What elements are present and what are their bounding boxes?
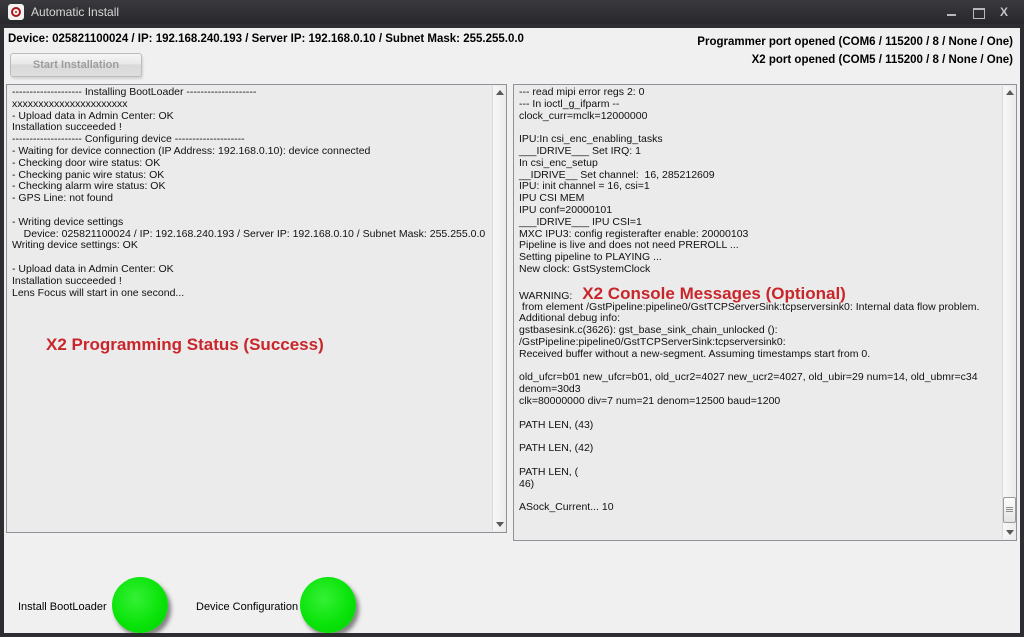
device-info-text: Device: 025821100024 / IP: 192.168.240.193 / Server IP: 192.168.0.10 / Subnet Mask: 255.255.0.0: [8, 33, 524, 45]
log-line: IPU CSI MEM: [519, 192, 585, 205]
programming-status-annotation: X2 Programming Status (Success): [46, 335, 324, 355]
warning-line: [519, 283, 1002, 303]
window-title: Automatic Install: [31, 5, 120, 19]
programmer-port-status: Programmer port opened (COM6 / 115200 / 8 / None / One): [697, 36, 1013, 48]
console-messages-annotation: X2 Console Messages (Optional): [582, 283, 846, 303]
log-line: In csi_enc_setup: [519, 156, 598, 169]
log-line: - Writing device settings: [12, 215, 124, 228]
log-line: - Checking door wire status: OK: [12, 156, 161, 169]
log-line: -------------------- Installing BootLoader --------------------: [12, 86, 257, 98]
log-line: [519, 408, 1002, 420]
client-area: [4, 28, 1020, 633]
log-line: clock_curr=mclk=12000000: [519, 109, 648, 122]
log-lines: [12, 87, 492, 299]
log-line: [12, 205, 492, 217]
log-line: Installation succeeded !: [12, 274, 122, 287]
log-line: clk=80000000 div=7 num=21 denom=12500 baud=1200: [519, 394, 781, 407]
log-line: ASock_Current... 10: [519, 501, 614, 514]
log-line: ___IDRIVE___ Set IRQ: 1: [519, 144, 641, 157]
console-messages-log: [514, 85, 1002, 540]
warning-label: WARNING:: [519, 289, 573, 302]
log-line: Installation succeeded !: [12, 121, 122, 134]
log-line: __IDRIVE__ Set channel: 16, 285212609: [519, 168, 715, 181]
programming-status-log-panel[interactable]: [6, 84, 507, 533]
log-line: Received buffer without a new-segment. Assuming timestamps start from 0.: [519, 347, 871, 360]
log-line: Device: 025821100024 / IP: 192.168.240.193 / Server IP: 192.168.0.10 / Subnet Mask: 255.255.0.0: [12, 227, 486, 240]
log-line: [519, 455, 1002, 467]
log-line: gstbasesink.c(3626): gst_base_sink_chain_unlocked ():: [519, 324, 778, 337]
log-line: Pipeline is live and does not need PREROLL ...: [519, 239, 739, 252]
scroll-up-icon[interactable]: [1003, 86, 1016, 99]
start-installation-button[interactable]: Start Installation: [10, 53, 142, 77]
log-line: PATH LEN, (: [519, 465, 579, 478]
log-line: New clock: GstSystemClock: [519, 262, 651, 275]
scrollbar-thumb[interactable]: [1003, 497, 1016, 523]
log-line: Writing device settings: OK: [12, 239, 138, 252]
log-line: --- In ioctl_g_ifparm --: [519, 97, 620, 110]
log-line: Lens Focus will start in one second...: [12, 286, 185, 299]
log-line: -------------------- Configuring device --------------------: [12, 133, 245, 146]
programming-status-log: [7, 85, 492, 532]
log-line: denom=30d3: [519, 383, 581, 396]
log-line: Setting pipeline to PLAYING ...: [519, 251, 662, 264]
log-lines: [519, 302, 1002, 514]
log-line: PATH LEN, (42): [519, 442, 594, 455]
app-icon: [8, 4, 24, 20]
log-line: - Upload data in Admin Center: OK: [12, 109, 174, 122]
log-line: - Upload data in Admin Center: OK: [12, 262, 174, 275]
title-bar[interactable]: [0, 0, 1024, 24]
install-bootloader-label: Install BootLoader: [18, 601, 107, 613]
log-line: ___IDRIVE___ IPU CSI=1: [519, 215, 642, 228]
log-line: --- read mipi error regs 2: 0: [519, 86, 645, 98]
port-status: [697, 33, 1013, 69]
right-scrollbar[interactable]: [1002, 86, 1015, 539]
log-line: /GstPipeline:pipeline0/GstTCPServerSink:tcpserversink0:: [519, 335, 786, 348]
maximize-button[interactable]: [972, 6, 984, 18]
log-line: xxxxxxxxxxxxxxxxxxxxxx: [12, 97, 128, 110]
log-lines: [519, 87, 1002, 288]
log-line: PATH LEN, (43): [519, 418, 594, 431]
log-line: - Waiting for device connection (IP Address: 192.168.0.10): device connected: [12, 144, 371, 157]
log-line: - Checking panic wire status: OK: [12, 168, 165, 181]
log-line: 46): [519, 477, 535, 490]
log-line: IPU:In csi_enc_enabling_tasks: [519, 133, 663, 146]
left-scrollbar[interactable]: [492, 86, 505, 531]
install-bootloader-indicator: [112, 577, 168, 633]
scroll-down-icon[interactable]: [493, 518, 506, 531]
scroll-down-icon[interactable]: [1003, 526, 1016, 539]
log-line: MXC IPU3: config registerafter enable: 20000103: [519, 227, 749, 240]
x2-port-status: X2 port opened (COM5 / 115200 / 8 / None / One): [751, 54, 1013, 66]
log-line: old_ufcr=b01 new_ufcr=b01, old_ucr2=4027 new_ucr2=4027, old_ubir=29 num=14, old_ubmr=c34: [519, 371, 978, 384]
console-messages-log-panel[interactable]: [513, 84, 1017, 541]
close-button[interactable]: X: [999, 5, 1008, 19]
log-line: - GPS Line: not found: [12, 192, 113, 205]
log-line: IPU: init channel = 16, csi=1: [519, 180, 650, 193]
device-configuration-indicator: [300, 577, 356, 633]
minimize-button[interactable]: [946, 6, 958, 18]
device-configuration-label: Device Configuration: [196, 601, 299, 613]
log-line: Additional debug info:: [519, 312, 620, 325]
log-line: IPU conf=20000101: [519, 203, 613, 216]
scroll-up-icon[interactable]: [493, 86, 506, 99]
log-line: - Checking alarm wire status: OK: [12, 180, 166, 193]
log-line: from element /GstPipeline:pipeline0/GstTCPServerSink:tcpserversink0: Internal data flow problem.: [519, 300, 980, 313]
